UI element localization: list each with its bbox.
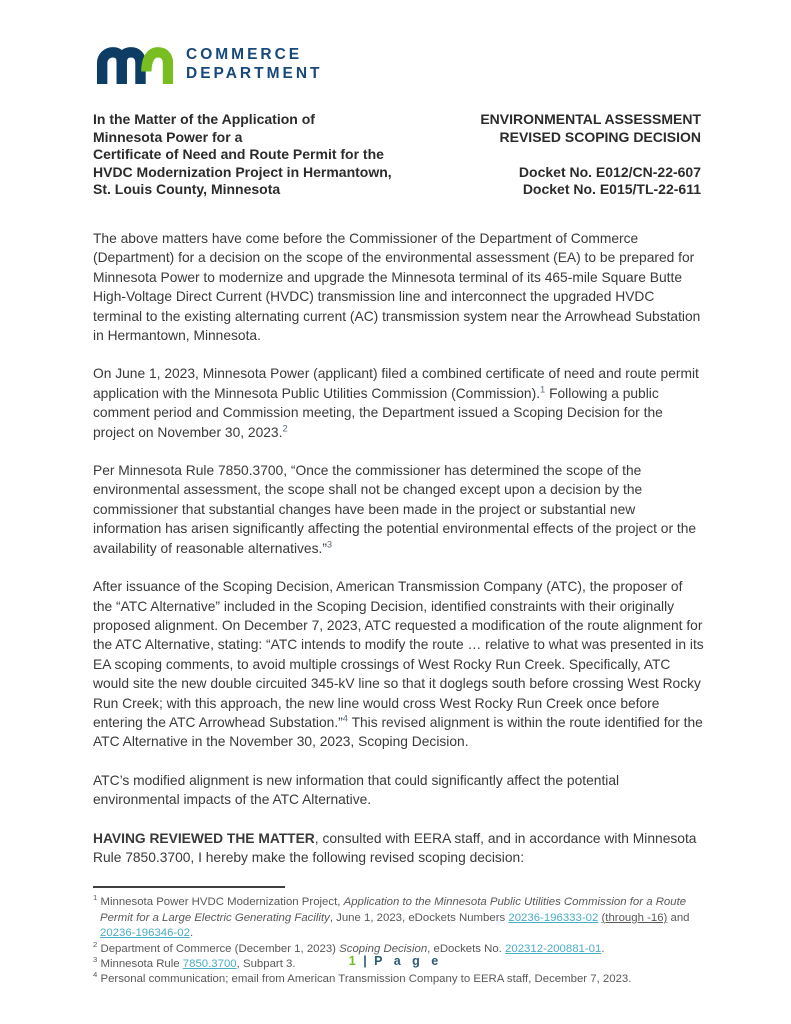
document-title-line: REVISED SCOPING DECISION xyxy=(499,128,701,145)
footnote-separator xyxy=(93,886,285,888)
paragraph-decision-lead: HAVING REVIEWED THE MATTER, consulted with EERA staff, and in accordance with Minnesota Rule 7850.3700, I hereby make the following revised scoping decision: xyxy=(93,830,697,865)
footnote-1: $^1$ Minnesota Power HVDC Modernization Project, Application to the Minnesota Public Utilities Commission for a Route Permit for a Large Electric Generating Facility, June 1, 2023, eDockets Numbers 20236-196333-02 (through -16) and 20236-196346-02. xyxy=(93,893,690,940)
paragraph-new-information: ATC’s modified alignment is new information that could significantly affect the potential environmental impacts of the ATC Alternative. xyxy=(93,772,620,808)
edocket-link[interactable]: 202312-200881-01 xyxy=(505,942,602,955)
paragraph-application: On June 1, 2023, Minnesota Power (applicant) filed a combined certificate of need and route permit application with the Minnesota Public Utilities Commission (Commission).$^1$ Following a public comment period and Commission meeting, the Department issued a Scoping Decision for the project on November 30, 2023.$^2$ xyxy=(93,366,699,440)
paragraph-rule: Per Minnesota Rule 7850.3700, “Once the commissioner has determined the scope of the environmental assessment, the scope shall not be changed except upon a decision by the commissioner that substantial changes have been made in the project or substantial new information has arisen significantly affecting the potential environmental effects of the project or the availability of reasonable alternatives.”$^3$ xyxy=(93,463,697,556)
edocket-link[interactable]: 20236-196333-02 xyxy=(508,911,599,924)
page-number: 1 xyxy=(348,954,358,968)
edocket-link[interactable]: 7850.3700 xyxy=(182,958,237,970)
logo-wordmark xyxy=(186,36,323,83)
footnote-3: $^3$ Minnesota Rule 7850.3700, Subpart 3. xyxy=(93,955,296,970)
page-label: P a g e xyxy=(374,954,443,968)
docket-number: Docket No. E015/TL-22-611 xyxy=(522,181,701,198)
mn-commerce-logo xyxy=(93,36,323,92)
caption-docket-block xyxy=(480,111,701,199)
caption-line: In the Matter of the Application of xyxy=(93,111,315,127)
document-body xyxy=(93,229,705,988)
caption-line: Certificate of Need and Route Permit for the xyxy=(93,146,384,163)
caption-line: St. Louis County, Minnesota xyxy=(93,181,281,198)
docket-number: Docket No. E012/CN-22-607 xyxy=(518,163,701,180)
paragraph-intro: The above matters have come before the Commissioner of the Department of Commerce (Department) for a decision on the scope of the environmental assessment (EA) to be prepared for Minnesota Power to modernize and upgrade the Minnesota terminal of its 465-mile Square Butte High-Voltage Direct Current (HVDC) transmission line and interconnect the upgraded HVDC terminal to the existing alternating current (AC) transmission system near the Arrowhead Substation in Hermantown, Minnesota. xyxy=(93,231,701,344)
document-title-line: ENVIRONMENTAL ASSESSMENT xyxy=(480,111,701,127)
footnotes xyxy=(93,895,705,987)
logo-line-department: DEPARTMENT xyxy=(186,65,323,82)
caption-matter-block xyxy=(93,111,392,199)
caption-spacer xyxy=(480,146,701,164)
caption-line: Minnesota Power for a xyxy=(93,128,243,145)
case-caption xyxy=(93,111,701,199)
caption-line: HVDC Modernization Project in Hermantown, xyxy=(93,163,392,180)
page-footer xyxy=(0,954,791,968)
logo-line-commerce: COMMERCE xyxy=(186,46,303,63)
paragraph-atc-modification: After issuance of the Scoping Decision, American Transmission Company (ATC), the proposer of the “ATC Alternative” included in the Scoping Decision, identified constraints with their originally proposed alignment. On December 7, 2023, ATC requested a modification of the route alignment for the ATC Alternative, stating: “ATC intends to modify the route … relative to what was presented in its EA scoping comments, to avoid multiple crossings of West Rocky Run Creek. Specifically, ATC would site the new double circuited 345-kV line so that it doglegs south before crossing West Rocky Run Creek; with this approach, the new line would cross West Rocky Run Creek once before entering the ATC Arrowhead Substation.”$^4$ This revised alignment is within the route identified for the ATC Alternative in the November 30, 2023, Scoping Decision. xyxy=(93,579,704,750)
mn-state-icon xyxy=(93,36,173,92)
footnote-2: $^2$ Department of Commerce (December 1, 2023) Scoping Decision, eDockets No. 202312-200881-01. xyxy=(93,939,605,955)
edocket-link[interactable]: 20236-196346-02 xyxy=(100,927,190,940)
footer-separator: | xyxy=(363,954,369,968)
footnote-4: $^4$ Personal communication; email from American Transmission Company to EERA staff, December 7, 2023. xyxy=(93,970,632,986)
